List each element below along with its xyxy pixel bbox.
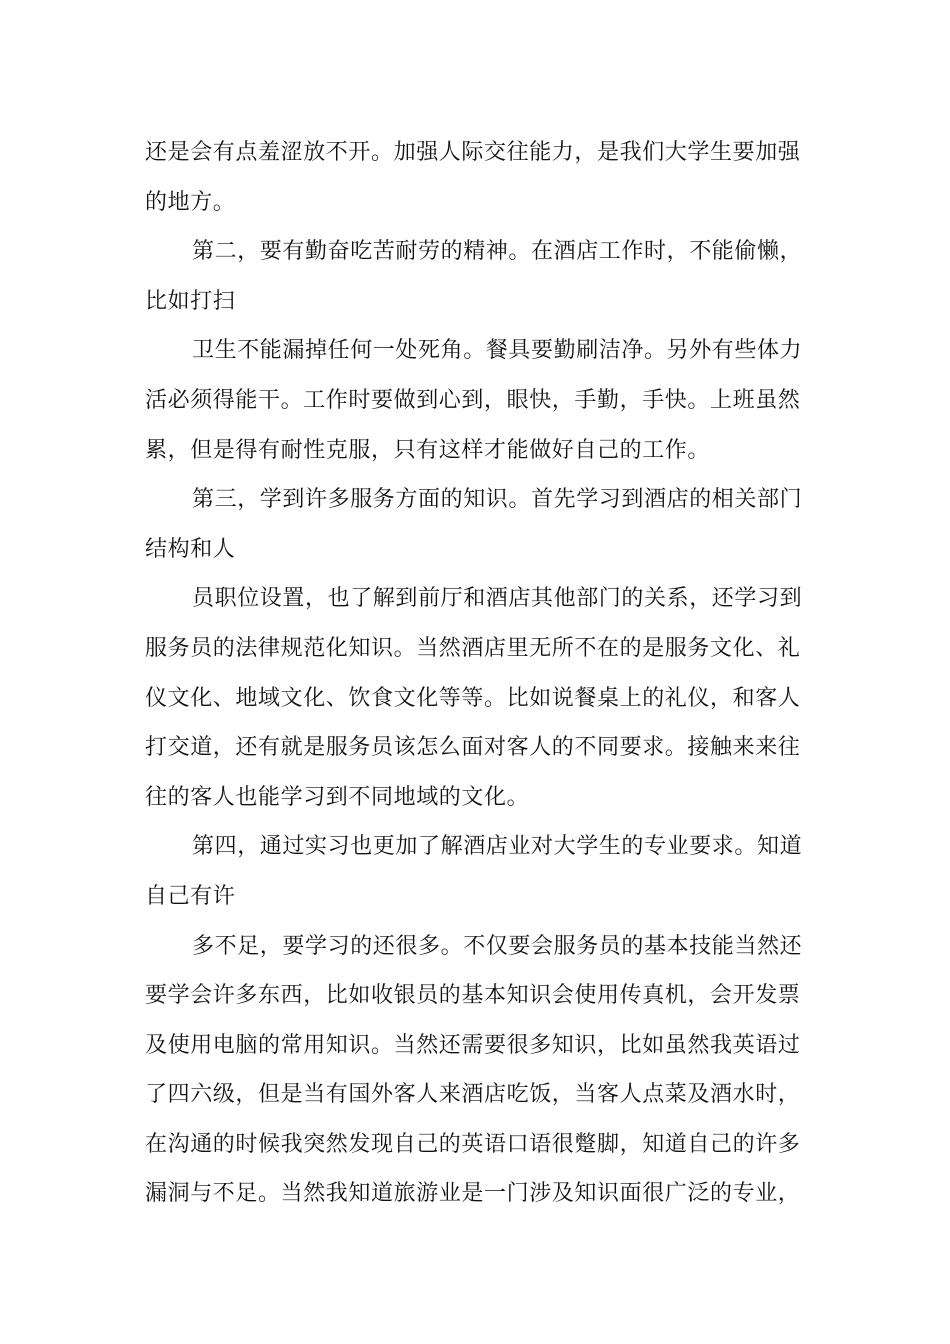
text-line: 及使用电脑的常用知识。当然还需要很多知识，比如虽然我英语过 [145,1032,801,1058]
text-line: 打交道，还有就是服务员该怎么面对客人的不同要求。接触来来往 [145,735,801,761]
text-line: 仪文化、地域文化、饮食文化等等。比如说餐桌上的礼仪，和客人 [145,685,801,711]
text-line: 的地方。 [145,189,236,215]
text-line: 比如打扫 [145,288,236,314]
text-line: 结构和人 [145,536,236,562]
text-line: 第三，学到许多服务方面的知识。首先学习到酒店的相关部门 [192,487,803,513]
text-line: 活必须得能干。工作时要做到心到，眼快，手勤，手快。上班虽然 [145,387,801,413]
text-line: 第四，通过实习也更加了解酒店业对大学生的专业要求。知道 [192,834,803,860]
text-line: 自己有许 [145,883,236,909]
text-line: 员职位设置，也了解到前厅和酒店其他部门的关系，还学习到 [192,586,803,612]
text-line: 在沟通的时候我突然发现自己的英语口语很蹩脚，知道自己的许多 [145,1131,801,1157]
text-line: 了四六级，但是当有国外客人来酒店吃饭，当客人点菜及酒水时， [145,1082,801,1108]
text-line: 多不足，要学习的还很多。不仅要会服务员的基本技能当然还 [192,933,803,959]
body-text [145,128,815,1219]
text-line: 卫生不能漏掉任何一处死角。餐具要勤刷洁净。另外有些体力 [192,338,803,364]
text-line: 往的客人也能学习到不同地域的文化。 [145,784,530,810]
text-line: 要学会许多东西，比如收银员的基本知识会使用传真机，会开发票 [145,983,801,1009]
text-line: 累，但是得有耐性克服，只有这样才能做好自己的工作。 [145,437,711,463]
text-line: 第二，要有勤奋吃苦耐劳的精神。在酒店工作时，不能偷懒， [192,239,803,265]
text-line: 还是会有点羞涩放不开。加强人际交往能力，是我们大学生要加强 [145,140,801,165]
text-line: 漏洞与不足。当然我知道旅游业是一门涉及知识面很广泛的专业， [145,1181,801,1207]
text-line: 服务员的法律规范化知识。当然酒店里无所不在的是服务文化、礼 [145,635,801,661]
